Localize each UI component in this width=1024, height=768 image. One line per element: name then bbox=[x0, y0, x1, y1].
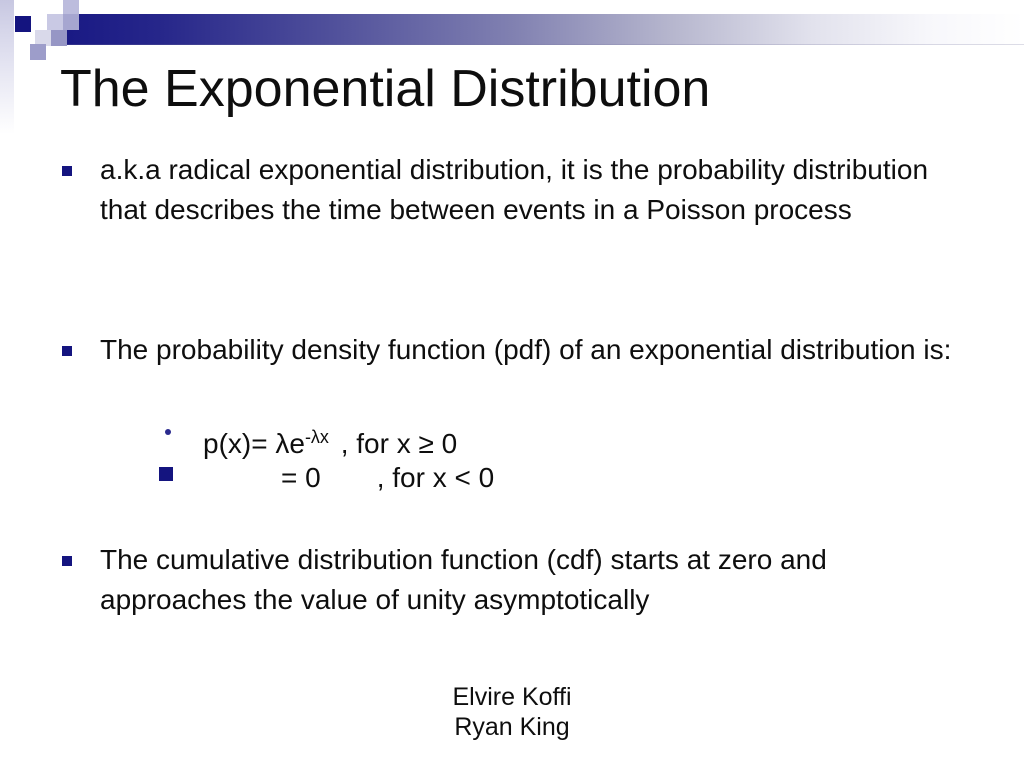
bullet-item-1 bbox=[62, 150, 962, 230]
author-name: Elvire Koffi bbox=[452, 683, 572, 711]
decorative-square bbox=[15, 16, 31, 32]
decorative-square bbox=[63, 14, 79, 30]
formula-zero-value: = 0 bbox=[281, 462, 321, 493]
bullet-square-icon bbox=[62, 556, 72, 566]
bullet-dot-icon bbox=[165, 429, 171, 435]
bullet-square-icon bbox=[62, 166, 72, 176]
bullet-text: a.k.a radical exponential distribution, it is the probability distribution that describes the time between events in a Poisson process bbox=[100, 154, 929, 225]
author-name: Ryan King bbox=[454, 713, 570, 741]
formula-zero-condition: , for x < 0 bbox=[376, 462, 495, 493]
formula-base: p(x)= λe bbox=[203, 428, 305, 459]
formula-zero-line bbox=[281, 458, 494, 498]
bullet-square-icon bbox=[62, 346, 72, 356]
decorative-square bbox=[51, 30, 67, 46]
formula-exponent: -λx bbox=[304, 427, 329, 447]
decorative-square bbox=[63, 0, 79, 14]
decorative-square bbox=[47, 14, 63, 30]
formula-pdf-line bbox=[203, 417, 457, 464]
title-gradient-bar bbox=[62, 14, 1024, 45]
bullet-item-2 bbox=[62, 330, 962, 370]
authors-block bbox=[0, 682, 1024, 742]
formula-condition: , for x ≥ 0 bbox=[332, 428, 458, 459]
left-gradient-strip bbox=[0, 0, 14, 172]
bullet-square-icon bbox=[159, 467, 173, 481]
slide-title: The Exponential Distribution bbox=[60, 60, 711, 118]
bullet-text: The probability density function (pdf) of an exponential distribution is: bbox=[100, 334, 952, 365]
bullet-text: The cumulative distribution function (cdf) starts at zero and approaches the value of unity asymptotically bbox=[100, 544, 827, 615]
decorative-square bbox=[30, 44, 46, 60]
bullet-item-3 bbox=[62, 540, 962, 620]
